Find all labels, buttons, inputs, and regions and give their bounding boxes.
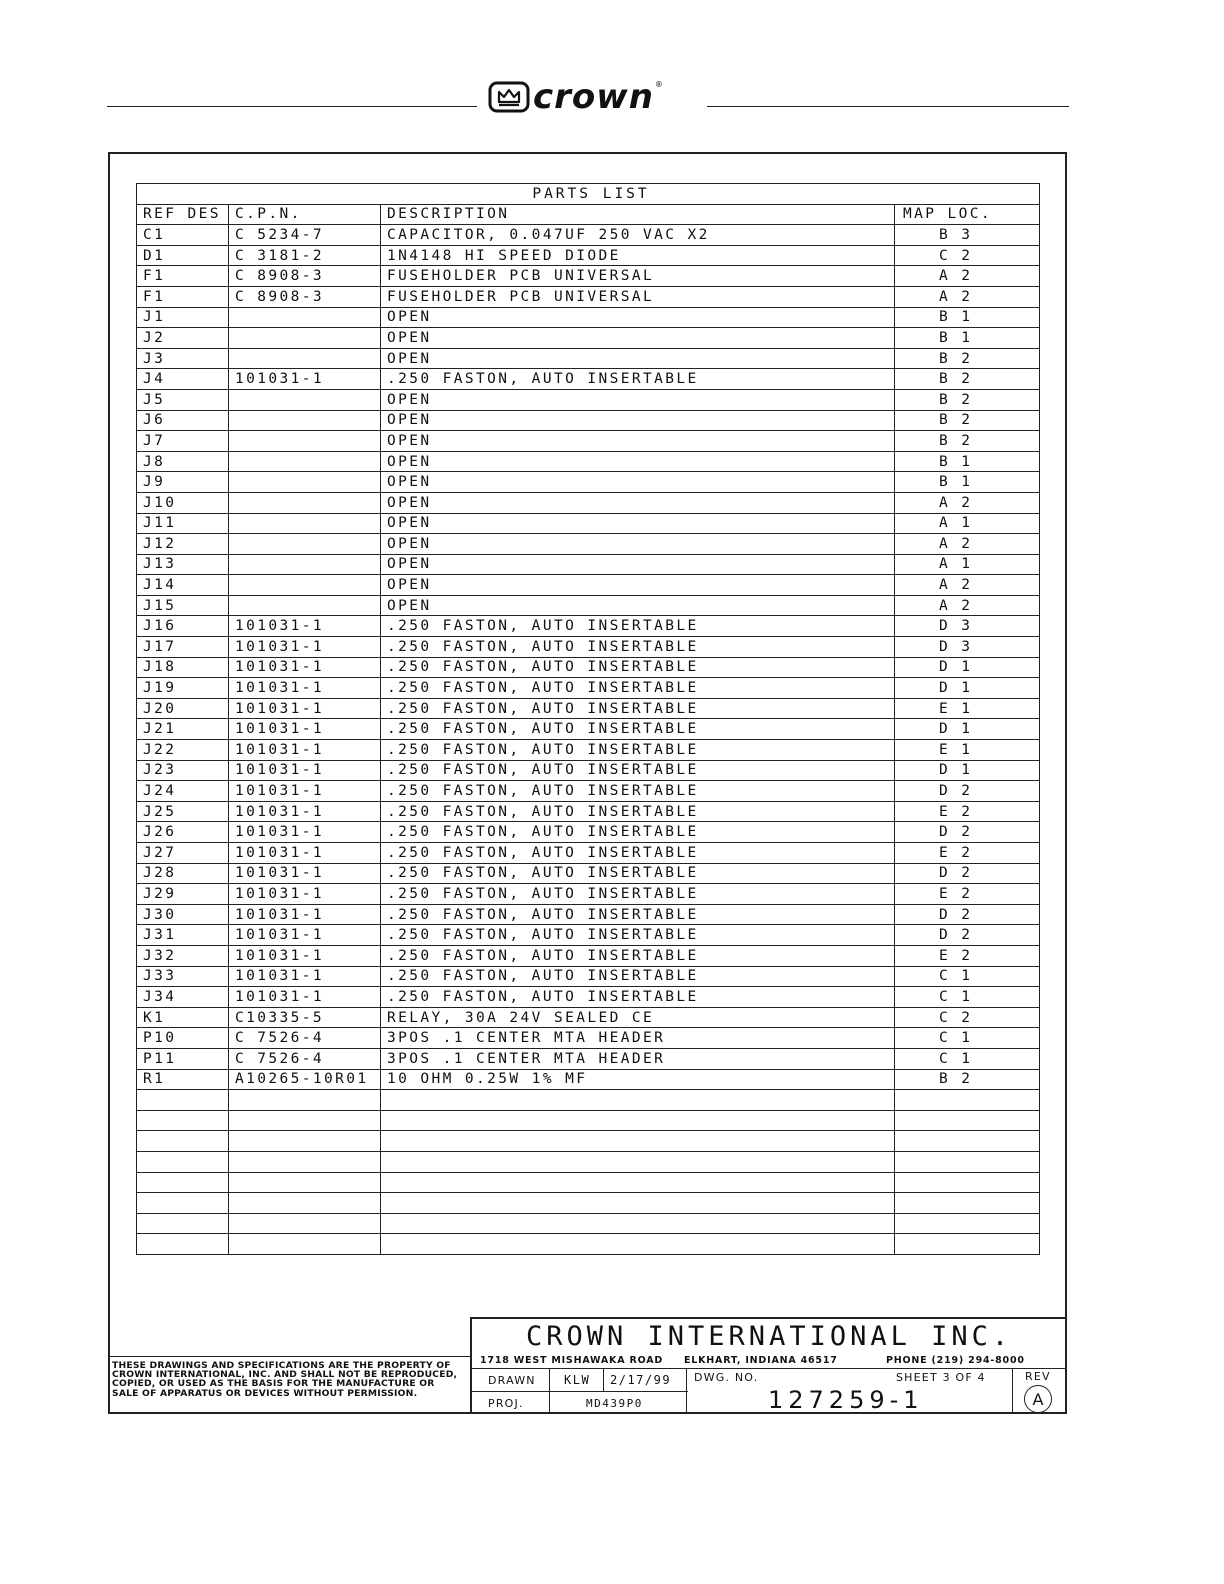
cpn-cell: 101031-1 xyxy=(229,863,381,884)
ref-des-cell: J2 xyxy=(137,328,229,349)
cpn-cell xyxy=(229,534,381,555)
map-loc-cell: D 2 xyxy=(895,822,1040,843)
col-cpn: C.P.N. xyxy=(229,204,381,225)
blank-cell xyxy=(381,1151,895,1172)
drawn-by: KLW xyxy=(564,1373,591,1387)
ref-des-cell: J33 xyxy=(137,966,229,987)
ref-des-cell: J5 xyxy=(137,389,229,410)
proprietary-notice: THESE DRAWINGS AND SPECIFICATIONS ARE THE PROPERTY OF CROWN INTERNATIONAL, INC. AND SHALL NOT BE REPRODUCED, COPIED, OR USED AS THE BASIS FOR THE MANUFACTURE OR SALE OF APPARATUS OR DEVICES WITHOUT PERMISSION. xyxy=(112,1360,458,1399)
description-cell: OPEN xyxy=(381,513,895,534)
description-cell: .250 FASTON, AUTO INSERTABLE xyxy=(381,760,895,781)
cpn-cell: 101031-1 xyxy=(229,945,381,966)
map-loc-cell: A 2 xyxy=(895,575,1040,596)
map-loc-cell: B 2 xyxy=(895,389,1040,410)
description-cell: .250 FASTON, AUTO INSERTABLE xyxy=(381,678,895,699)
description-cell: .250 FASTON, AUTO INSERTABLE xyxy=(381,781,895,802)
part-row xyxy=(137,843,1040,864)
map-loc-cell: E 2 xyxy=(895,945,1040,966)
parts-list-header-row xyxy=(137,204,1040,225)
ref-des-cell: D1 xyxy=(137,245,229,266)
map-loc-cell: A 2 xyxy=(895,286,1040,307)
proj-label: PROJ. xyxy=(488,1397,524,1410)
map-loc-cell: D 3 xyxy=(895,616,1040,637)
blank-cell xyxy=(381,1172,895,1193)
blank-cell xyxy=(895,1151,1040,1172)
description-cell: OPEN xyxy=(381,534,895,555)
cpn-cell xyxy=(229,328,381,349)
ref-des-cell: J4 xyxy=(137,369,229,390)
cpn-cell: 101031-1 xyxy=(229,801,381,822)
part-row xyxy=(137,451,1040,472)
company-address: 1718 WEST MISHAWAKA ROAD xyxy=(480,1355,664,1366)
cpn-cell: C 7526-4 xyxy=(229,1048,381,1069)
blank-cell xyxy=(381,1234,895,1255)
part-row xyxy=(137,904,1040,925)
map-loc-cell: C 2 xyxy=(895,245,1040,266)
ref-des-cell: J11 xyxy=(137,513,229,534)
part-row xyxy=(137,307,1040,328)
map-loc-cell: D 2 xyxy=(895,904,1040,925)
map-loc-cell: A 2 xyxy=(895,534,1040,555)
blank-row xyxy=(137,1193,1040,1214)
header-rule-right xyxy=(707,106,1069,107)
ref-des-cell: J31 xyxy=(137,925,229,946)
blank-cell xyxy=(381,1090,895,1111)
map-loc-cell: B 2 xyxy=(895,410,1040,431)
drawing-number: 127259-1 xyxy=(768,1386,924,1414)
blank-cell xyxy=(137,1110,229,1131)
map-loc-cell: D 2 xyxy=(895,925,1040,946)
description-cell: 3POS .1 CENTER MTA HEADER xyxy=(381,1048,895,1069)
parts-list-body xyxy=(137,225,1040,1255)
part-row xyxy=(137,513,1040,534)
ref-des-cell: F1 xyxy=(137,266,229,287)
map-loc-cell: D 1 xyxy=(895,678,1040,699)
description-cell: FUSEHOLDER PCB UNIVERSAL xyxy=(381,266,895,287)
description-cell: FUSEHOLDER PCB UNIVERSAL xyxy=(381,286,895,307)
description-cell: .250 FASTON, AUTO INSERTABLE xyxy=(381,616,895,637)
description-cell: .250 FASTON, AUTO INSERTABLE xyxy=(381,987,895,1008)
cpn-cell: 101031-1 xyxy=(229,637,381,658)
description-cell: .250 FASTON, AUTO INSERTABLE xyxy=(381,884,895,905)
description-cell: OPEN xyxy=(381,389,895,410)
map-loc-cell: C 1 xyxy=(895,1048,1040,1069)
blank-cell xyxy=(229,1151,381,1172)
map-loc-cell: D 1 xyxy=(895,760,1040,781)
blank-cell xyxy=(229,1234,381,1255)
company-name: CROWN INTERNATIONAL INC. xyxy=(526,1321,1013,1352)
blank-cell xyxy=(137,1131,229,1152)
part-row xyxy=(137,925,1040,946)
drawn-label: DRAWN xyxy=(488,1374,536,1387)
title-block-divider xyxy=(1012,1368,1013,1414)
part-row xyxy=(137,266,1040,287)
col-description: DESCRIPTION xyxy=(381,204,895,225)
blank-cell xyxy=(895,1131,1040,1152)
cpn-cell: 101031-1 xyxy=(229,369,381,390)
crown-emblem-icon xyxy=(488,81,530,113)
description-cell: OPEN xyxy=(381,328,895,349)
part-row xyxy=(137,698,1040,719)
ref-des-cell: J16 xyxy=(137,616,229,637)
parts-list-title: PARTS LIST xyxy=(137,184,1040,205)
blank-row xyxy=(137,1151,1040,1172)
description-cell: OPEN xyxy=(381,348,895,369)
ref-des-cell: R1 xyxy=(137,1069,229,1090)
description-cell: .250 FASTON, AUTO INSERTABLE xyxy=(381,945,895,966)
part-row xyxy=(137,760,1040,781)
map-loc-cell: B 2 xyxy=(895,1069,1040,1090)
notice-rule xyxy=(108,1356,470,1357)
rev-letter: A xyxy=(1024,1385,1052,1413)
map-loc-cell: E 1 xyxy=(895,698,1040,719)
blank-row xyxy=(137,1172,1040,1193)
ref-des-cell: J26 xyxy=(137,822,229,843)
map-loc-cell: A 2 xyxy=(895,266,1040,287)
cpn-cell xyxy=(229,513,381,534)
part-row xyxy=(137,987,1040,1008)
cpn-cell: 101031-1 xyxy=(229,719,381,740)
title-block-divider xyxy=(603,1368,604,1391)
description-cell: 3POS .1 CENTER MTA HEADER xyxy=(381,1028,895,1049)
registered-mark: ® xyxy=(654,80,663,89)
part-row xyxy=(137,575,1040,596)
map-loc-cell: D 1 xyxy=(895,719,1040,740)
ref-des-cell: J17 xyxy=(137,637,229,658)
part-row xyxy=(137,1048,1040,1069)
map-loc-cell: B 2 xyxy=(895,348,1040,369)
ref-des-cell: J28 xyxy=(137,863,229,884)
map-loc-cell: E 2 xyxy=(895,801,1040,822)
parts-list-table xyxy=(136,183,1040,1255)
part-row xyxy=(137,740,1040,761)
part-row xyxy=(137,534,1040,555)
map-loc-cell: D 1 xyxy=(895,657,1040,678)
part-row xyxy=(137,678,1040,699)
cpn-cell xyxy=(229,410,381,431)
description-cell: OPEN xyxy=(381,575,895,596)
title-block-divider xyxy=(686,1368,687,1414)
rev-label: REV xyxy=(1025,1370,1051,1383)
ref-des-cell: J25 xyxy=(137,801,229,822)
blank-cell xyxy=(381,1193,895,1214)
ref-des-cell: K1 xyxy=(137,1007,229,1028)
part-row xyxy=(137,410,1040,431)
cpn-cell: 101031-1 xyxy=(229,987,381,1008)
map-loc-cell: B 1 xyxy=(895,307,1040,328)
description-cell: .250 FASTON, AUTO INSERTABLE xyxy=(381,698,895,719)
part-row xyxy=(137,719,1040,740)
part-row xyxy=(137,863,1040,884)
part-row xyxy=(137,595,1040,616)
title-block-rule xyxy=(472,1391,688,1392)
cpn-cell: C 3181-2 xyxy=(229,245,381,266)
map-loc-cell: D 2 xyxy=(895,863,1040,884)
cpn-cell: A10265-10R01 xyxy=(229,1069,381,1090)
description-cell: CAPACITOR, 0.047UF 250 VAC X2 xyxy=(381,225,895,246)
part-row xyxy=(137,801,1040,822)
ref-des-cell: J20 xyxy=(137,698,229,719)
part-row xyxy=(137,369,1040,390)
blank-cell xyxy=(229,1131,381,1152)
map-loc-cell: C 1 xyxy=(895,987,1040,1008)
ref-des-cell: J14 xyxy=(137,575,229,596)
part-row xyxy=(137,1069,1040,1090)
blank-cell xyxy=(381,1213,895,1234)
blank-cell xyxy=(137,1234,229,1255)
description-cell: OPEN xyxy=(381,492,895,513)
part-row xyxy=(137,637,1040,658)
cpn-cell xyxy=(229,431,381,452)
blank-row xyxy=(137,1090,1040,1111)
company-phone: PHONE (219) 294-8000 xyxy=(886,1355,1025,1366)
blank-cell xyxy=(895,1213,1040,1234)
blank-cell xyxy=(229,1213,381,1234)
map-loc-cell: A 1 xyxy=(895,554,1040,575)
drawn-date: 2/17/99 xyxy=(610,1373,672,1387)
company-city: ELKHART, INDIANA 46517 xyxy=(684,1355,838,1366)
map-loc-cell: B 1 xyxy=(895,328,1040,349)
blank-cell xyxy=(229,1110,381,1131)
blank-cell xyxy=(137,1090,229,1111)
ref-des-cell: J34 xyxy=(137,987,229,1008)
part-row xyxy=(137,966,1040,987)
ref-des-cell: F1 xyxy=(137,286,229,307)
ref-des-cell: J7 xyxy=(137,431,229,452)
crown-logo xyxy=(488,77,702,117)
description-cell: OPEN xyxy=(381,472,895,493)
description-cell: OPEN xyxy=(381,451,895,472)
cpn-cell: 101031-1 xyxy=(229,843,381,864)
ref-des-cell: J18 xyxy=(137,657,229,678)
cpn-cell xyxy=(229,307,381,328)
description-cell: .250 FASTON, AUTO INSERTABLE xyxy=(381,740,895,761)
part-row xyxy=(137,1028,1040,1049)
description-cell: .250 FASTON, AUTO INSERTABLE xyxy=(381,369,895,390)
title-block-rule xyxy=(472,1368,1065,1369)
cpn-cell: 101031-1 xyxy=(229,822,381,843)
description-cell: RELAY, 30A 24V SEALED CE xyxy=(381,1007,895,1028)
cpn-cell xyxy=(229,348,381,369)
map-loc-cell: B 1 xyxy=(895,472,1040,493)
part-row xyxy=(137,945,1040,966)
map-loc-cell: E 2 xyxy=(895,884,1040,905)
cpn-cell xyxy=(229,554,381,575)
cpn-cell: 101031-1 xyxy=(229,657,381,678)
title-block xyxy=(470,1317,1067,1414)
cpn-cell xyxy=(229,595,381,616)
cpn-cell: 101031-1 xyxy=(229,740,381,761)
ref-des-cell: J30 xyxy=(137,904,229,925)
cpn-cell: C 8908-3 xyxy=(229,286,381,307)
ref-des-cell: J1 xyxy=(137,307,229,328)
part-row xyxy=(137,472,1040,493)
sheet-number: SHEET 3 OF 4 xyxy=(896,1371,986,1384)
ref-des-cell: J9 xyxy=(137,472,229,493)
ref-des-cell: J10 xyxy=(137,492,229,513)
cpn-cell: C 5234-7 xyxy=(229,225,381,246)
description-cell: .250 FASTON, AUTO INSERTABLE xyxy=(381,719,895,740)
blank-row xyxy=(137,1234,1040,1255)
description-cell: .250 FASTON, AUTO INSERTABLE xyxy=(381,904,895,925)
blank-cell xyxy=(229,1172,381,1193)
description-cell: .250 FASTON, AUTO INSERTABLE xyxy=(381,843,895,864)
blank-cell xyxy=(895,1110,1040,1131)
header-rule-left xyxy=(107,106,477,107)
brand-wordmark: crown xyxy=(533,77,654,117)
proj-number: MD439P0 xyxy=(586,1397,643,1410)
ref-des-cell: J22 xyxy=(137,740,229,761)
ref-des-cell: J6 xyxy=(137,410,229,431)
cpn-cell xyxy=(229,472,381,493)
col-ref-des: REF DES xyxy=(137,204,229,225)
ref-des-cell: C1 xyxy=(137,225,229,246)
col-map-loc: MAP LOC. xyxy=(895,204,1040,225)
part-row xyxy=(137,1007,1040,1028)
blank-cell xyxy=(895,1193,1040,1214)
blank-row xyxy=(137,1131,1040,1152)
cpn-cell: 101031-1 xyxy=(229,616,381,637)
part-row xyxy=(137,616,1040,637)
blank-cell xyxy=(137,1213,229,1234)
cpn-cell: C 7526-4 xyxy=(229,1028,381,1049)
cpn-cell: C10335-5 xyxy=(229,1007,381,1028)
description-cell: 10 OHM 0.25W 1% MF xyxy=(381,1069,895,1090)
part-row xyxy=(137,884,1040,905)
blank-cell xyxy=(137,1151,229,1172)
blank-cell xyxy=(137,1193,229,1214)
map-loc-cell: B 2 xyxy=(895,431,1040,452)
blank-cell xyxy=(137,1172,229,1193)
part-row xyxy=(137,225,1040,246)
map-loc-cell: A 2 xyxy=(895,492,1040,513)
ref-des-cell: J24 xyxy=(137,781,229,802)
part-row xyxy=(137,389,1040,410)
part-row xyxy=(137,245,1040,266)
ref-des-cell: J3 xyxy=(137,348,229,369)
map-loc-cell: E 1 xyxy=(895,740,1040,761)
blank-cell xyxy=(895,1234,1040,1255)
part-row xyxy=(137,286,1040,307)
cpn-cell xyxy=(229,492,381,513)
cpn-cell: 101031-1 xyxy=(229,925,381,946)
part-row xyxy=(137,554,1040,575)
title-block-divider xyxy=(549,1368,550,1414)
part-row xyxy=(137,822,1040,843)
ref-des-cell: P10 xyxy=(137,1028,229,1049)
description-cell: .250 FASTON, AUTO INSERTABLE xyxy=(381,966,895,987)
part-row xyxy=(137,492,1040,513)
description-cell: OPEN xyxy=(381,595,895,616)
cpn-cell xyxy=(229,575,381,596)
map-loc-cell: B 2 xyxy=(895,369,1040,390)
cpn-cell: 101031-1 xyxy=(229,966,381,987)
blank-row xyxy=(137,1213,1040,1234)
map-loc-cell: D 2 xyxy=(895,781,1040,802)
blank-cell xyxy=(229,1090,381,1111)
part-row xyxy=(137,781,1040,802)
cpn-cell xyxy=(229,451,381,472)
blank-cell xyxy=(895,1172,1040,1193)
cpn-cell xyxy=(229,389,381,410)
cpn-cell: 101031-1 xyxy=(229,904,381,925)
map-loc-cell: C 2 xyxy=(895,1007,1040,1028)
map-loc-cell: A 1 xyxy=(895,513,1040,534)
blank-cell xyxy=(381,1131,895,1152)
blank-cell xyxy=(381,1110,895,1131)
part-row xyxy=(137,657,1040,678)
description-cell: .250 FASTON, AUTO INSERTABLE xyxy=(381,863,895,884)
ref-des-cell: J19 xyxy=(137,678,229,699)
description-cell: 1N4148 HI SPEED DIODE xyxy=(381,245,895,266)
description-cell: .250 FASTON, AUTO INSERTABLE xyxy=(381,637,895,658)
cpn-cell: 101031-1 xyxy=(229,781,381,802)
description-cell: .250 FASTON, AUTO INSERTABLE xyxy=(381,822,895,843)
map-loc-cell: C 1 xyxy=(895,966,1040,987)
description-cell: OPEN xyxy=(381,554,895,575)
map-loc-cell: A 2 xyxy=(895,595,1040,616)
cpn-cell: 101031-1 xyxy=(229,698,381,719)
blank-cell xyxy=(895,1090,1040,1111)
blank-cell xyxy=(229,1193,381,1214)
part-row xyxy=(137,348,1040,369)
ref-des-cell: J15 xyxy=(137,595,229,616)
map-loc-cell: B 1 xyxy=(895,451,1040,472)
map-loc-cell: B 3 xyxy=(895,225,1040,246)
map-loc-cell: E 2 xyxy=(895,843,1040,864)
ref-des-cell: J23 xyxy=(137,760,229,781)
cpn-cell: 101031-1 xyxy=(229,760,381,781)
ref-des-cell: J12 xyxy=(137,534,229,555)
ref-des-cell: J32 xyxy=(137,945,229,966)
part-row xyxy=(137,431,1040,452)
ref-des-cell: J8 xyxy=(137,451,229,472)
ref-des-cell: J21 xyxy=(137,719,229,740)
blank-row xyxy=(137,1110,1040,1131)
cpn-cell: C 8908-3 xyxy=(229,266,381,287)
cpn-cell: 101031-1 xyxy=(229,884,381,905)
ref-des-cell: J27 xyxy=(137,843,229,864)
cpn-cell: 101031-1 xyxy=(229,678,381,699)
ref-des-cell: J29 xyxy=(137,884,229,905)
description-cell: .250 FASTON, AUTO INSERTABLE xyxy=(381,801,895,822)
description-cell: OPEN xyxy=(381,410,895,431)
description-cell: OPEN xyxy=(381,431,895,452)
part-row xyxy=(137,328,1040,349)
description-cell: .250 FASTON, AUTO INSERTABLE xyxy=(381,657,895,678)
dwg-no-label: DWG. NO. xyxy=(694,1371,759,1384)
description-cell: OPEN xyxy=(381,307,895,328)
ref-des-cell: P11 xyxy=(137,1048,229,1069)
ref-des-cell: J13 xyxy=(137,554,229,575)
map-loc-cell: C 1 xyxy=(895,1028,1040,1049)
map-loc-cell: D 3 xyxy=(895,637,1040,658)
description-cell: .250 FASTON, AUTO INSERTABLE xyxy=(381,925,895,946)
